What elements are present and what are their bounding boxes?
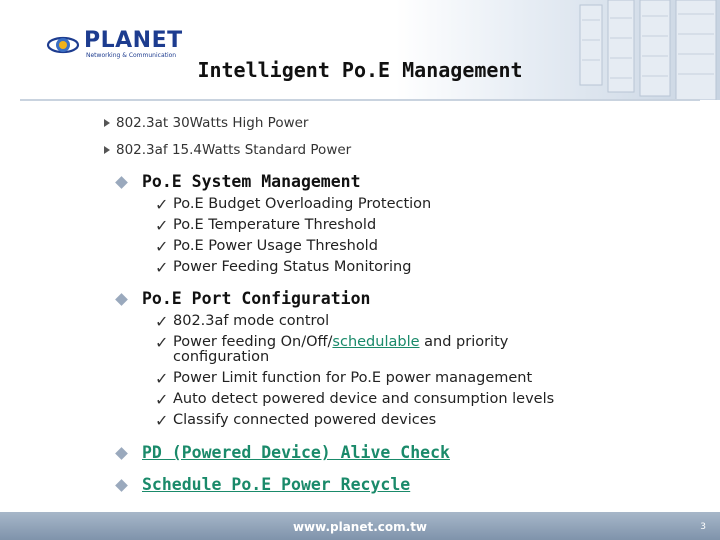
list-item-text: Classify connected powered devices bbox=[173, 412, 437, 428]
list-item-text: Po.E Power Usage Threshold bbox=[173, 238, 378, 254]
list-item-text: Power Feeding Status Monitoring bbox=[173, 259, 412, 275]
list-item-text: Auto detect powered device and consumption levels bbox=[173, 391, 555, 407]
diamond-bullet-icon bbox=[115, 293, 128, 306]
triangle-bullet-icon bbox=[104, 119, 110, 127]
checkmark-icon: ✓ bbox=[155, 312, 169, 331]
top-bullet-text: 802.3af 15.4Watts Standard Power bbox=[116, 142, 352, 158]
checkmark-icon: ✓ bbox=[155, 333, 169, 352]
list-item-text: configuration bbox=[173, 349, 270, 365]
server-rack-image bbox=[560, 0, 720, 100]
checkmark-icon: ✓ bbox=[155, 258, 169, 277]
footer-bar bbox=[0, 512, 720, 540]
schedulable-link[interactable]: schedulable bbox=[332, 334, 420, 350]
diamond-bullet-icon bbox=[115, 447, 128, 460]
list-item-text: Power Limit function for Po.E power management bbox=[173, 370, 533, 386]
diamond-bullet-icon bbox=[115, 176, 128, 189]
list-item-text-part: and priority bbox=[419, 334, 509, 350]
footer-url: www.planet.com.tw bbox=[292, 520, 428, 534]
list-item-text: 802.3af mode control bbox=[173, 313, 330, 329]
checkmark-icon: ✓ bbox=[155, 237, 169, 256]
logo-tagline: Networking & Communication bbox=[86, 52, 177, 59]
title-divider bbox=[20, 99, 700, 101]
slide-title: Intelligent Po.E Management bbox=[197, 58, 523, 82]
list-item-text: Po.E Budget Overloading Protection bbox=[173, 196, 432, 212]
list-item-text: Po.E Temperature Threshold bbox=[173, 217, 377, 233]
page-number: 3 bbox=[700, 522, 706, 532]
checkmark-icon: ✓ bbox=[155, 411, 169, 430]
schedule-power-recycle-link[interactable]: Schedule Po.E Power Recycle bbox=[142, 475, 411, 494]
planet-logo bbox=[46, 30, 183, 59]
section-heading: Po.E Port Configuration bbox=[142, 289, 371, 308]
checkmark-icon: ✓ bbox=[155, 195, 169, 214]
top-bullet bbox=[104, 142, 351, 158]
pd-alive-check-link[interactable]: PD (Powered Device) Alive Check bbox=[142, 443, 450, 462]
list-item-text-part: Power feeding On/Off/ bbox=[173, 334, 333, 350]
checkmark-icon: ✓ bbox=[155, 369, 169, 388]
top-bullet-text: 802.3at 30Watts High Power bbox=[116, 115, 309, 131]
checkmark-icon: ✓ bbox=[155, 390, 169, 409]
section-heading: Po.E System Management bbox=[142, 172, 361, 191]
logo-name: PLANET bbox=[84, 28, 183, 53]
top-bullet bbox=[104, 115, 309, 131]
planet-logo-icon bbox=[46, 32, 80, 58]
triangle-bullet-icon bbox=[104, 146, 110, 154]
checkmark-icon: ✓ bbox=[155, 216, 169, 235]
diamond-bullet-icon bbox=[115, 479, 128, 492]
